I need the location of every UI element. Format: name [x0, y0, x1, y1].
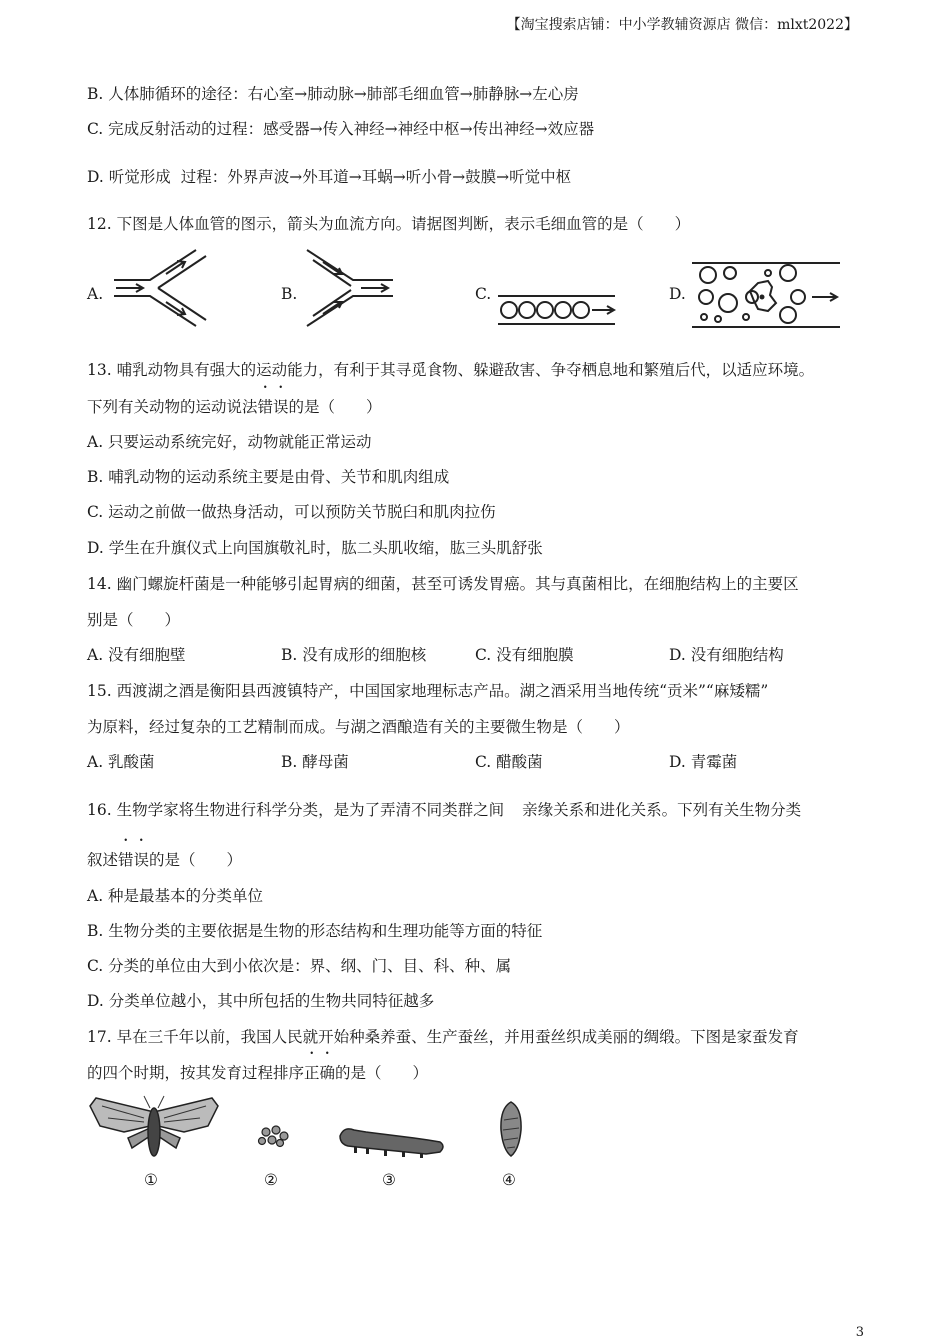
- q14-option-d: D. 没有细胞结构: [669, 646, 784, 664]
- silkworm-label-3: ③: [382, 1171, 396, 1189]
- q16-emphasis-1: 错: [118, 851, 134, 869]
- q13-option-a: A. 只要运动系统完好，动物就能正常运动: [87, 433, 372, 451]
- q13-stem-text: 下列有关动物的运动说法: [87, 398, 258, 416]
- vessel-d-figure: [690, 259, 845, 331]
- q15-stem-line2: 为原料，经过复杂的工艺精制而成。与湖之酒酿造有关的主要微生物是（ ）: [87, 718, 630, 736]
- q12-label-a: A.: [87, 285, 104, 303]
- q14-stem-line2: 别是（ ）: [87, 611, 181, 629]
- q13-stem-line1: 13. 哺乳动物具有强大的运动能力，有利于其寻觅食物、躲避敌害、争夺栖息地和繁殖后代，以适应环境。: [87, 361, 815, 379]
- q13-stem-end: 的是（ ）: [288, 398, 382, 416]
- q15-option-d: D. 青霉菌: [669, 753, 738, 771]
- q17-stem-line1: 17. 早在三千年以前，我国人民就开始种桑养蚕、生产蚕丝，并用蚕丝织成美丽的绸缎。下图是家蚕发育: [87, 1028, 799, 1046]
- q16-option-a: A. 种是最基本的分类单位: [87, 887, 264, 905]
- silkworm-larva-figure: [336, 1120, 448, 1160]
- q17-stem-text: 的四个时期，按其发育过程排序: [87, 1064, 305, 1082]
- vessel-a-figure: [110, 246, 215, 330]
- q16-option-b: B. 生物分类的主要依据是生物的形态结构和生理功能等方面的特征: [87, 922, 543, 940]
- page-number: 3: [855, 1325, 864, 1340]
- q15-stem-line1: 15. 西渡湖之酒是衡阳县西渡镇特产，中国国家地理标志产品。湖之酒采用当地传统“贡米”“麻矮糯”: [87, 682, 769, 700]
- q13-option-d: D. 学生在升旗仪式上向国旗敬礼时，肱二头肌收缩，肱三头肌舒张: [87, 539, 543, 557]
- q14-option-a: A. 没有细胞壁: [87, 646, 186, 664]
- q12-stem: 12. 下图是人体血管的图示，箭头为血流方向。请据图判断，表示毛细血管的是（ ）: [87, 215, 691, 233]
- q14-option-c: C. 没有细胞膜: [475, 646, 574, 664]
- silkworm-pupa-figure: [496, 1100, 526, 1158]
- q17-emphasis-2: 确: [319, 1064, 336, 1082]
- q16-stem-line1: [87, 798, 801, 820]
- q17-stem-end: 的是（ ）: [335, 1064, 429, 1082]
- silkworm-label-4: ④: [502, 1171, 516, 1189]
- q13-emphasis-1: 错: [257, 398, 274, 416]
- q11-option-d: [87, 165, 571, 187]
- q16-stem-part2: 亲缘关系和进化关系。下列有关生物分类: [522, 801, 802, 819]
- q15-option-b: B. 酵母菌: [281, 753, 349, 771]
- q12-label-b: B.: [281, 285, 298, 303]
- silkworm-moth-figure: [88, 1092, 220, 1164]
- q11-option-c: C. 完成反射活动的过程：感受器→传入神经→神经中枢→传出神经→效应器: [87, 120, 595, 138]
- q13-emphasis-2: 误: [273, 398, 289, 416]
- q16-stem-end: 的是（ ）: [149, 851, 243, 869]
- q13-stem-line2: [87, 395, 382, 417]
- q12-label-d: D.: [669, 285, 686, 303]
- q16-stem-text: 叙述: [87, 851, 119, 869]
- q14-option-b: B. 没有成形的细胞核: [281, 646, 427, 664]
- page-header: 【淘宝搜索店铺：中小学教辅资源店 微信：mlxt2022】: [506, 17, 858, 33]
- q15-option-c: C. 醋酸菌: [475, 753, 543, 771]
- q16-emphasis-2: 误: [133, 851, 150, 869]
- vessel-c-figure: [495, 292, 620, 328]
- silkworm-label-2: ②: [264, 1171, 278, 1189]
- silkworm-eggs-figure: [256, 1124, 290, 1148]
- q11-option-d-part2: 过程：外界声波→外耳道→耳蜗→听小骨→鼓膜→听觉中枢: [180, 168, 572, 186]
- q15-option-a: A. 乳酸菌: [87, 753, 155, 771]
- q13-option-c: C. 运动之前做一做热身活动，可以预防关节脱臼和肌肉拉伤: [87, 503, 496, 521]
- q16-option-c: C. 分类的单位由大到小依次是：界、纲、门、目、科、种、属: [87, 957, 512, 975]
- q14-stem-line1: 14. 幽门螺旋杆菌是一种能够引起胃病的细菌，甚至可诱发胃癌。其与真菌相比，在细胞结构上的主要区: [87, 575, 799, 593]
- q16-option-d: D. 分类单位越小，其中所包括的生物共同特征越多: [87, 992, 435, 1010]
- q17-emphasis-1: 正: [304, 1064, 320, 1082]
- silkworm-label-1: ①: [144, 1171, 158, 1189]
- q16-stem-line2: [87, 848, 242, 870]
- q16-stem-part1: 16. 生物学家将生物进行科学分类，是为了弄清不同类群之间: [87, 801, 505, 819]
- q17-stem-line2: [87, 1061, 428, 1083]
- q11-option-d-part1: D. 听觉形成: [87, 168, 171, 186]
- q13-option-b: B. 哺乳动物的运动系统主要是由骨、关节和肌肉组成: [87, 468, 450, 486]
- q11-option-b: B. 人体肺循环的途径：右心室→肺动脉→肺部毛细血管→肺静脉→左心房: [87, 85, 579, 103]
- vessel-b-figure: [303, 246, 398, 330]
- q12-label-c: C.: [475, 285, 492, 303]
